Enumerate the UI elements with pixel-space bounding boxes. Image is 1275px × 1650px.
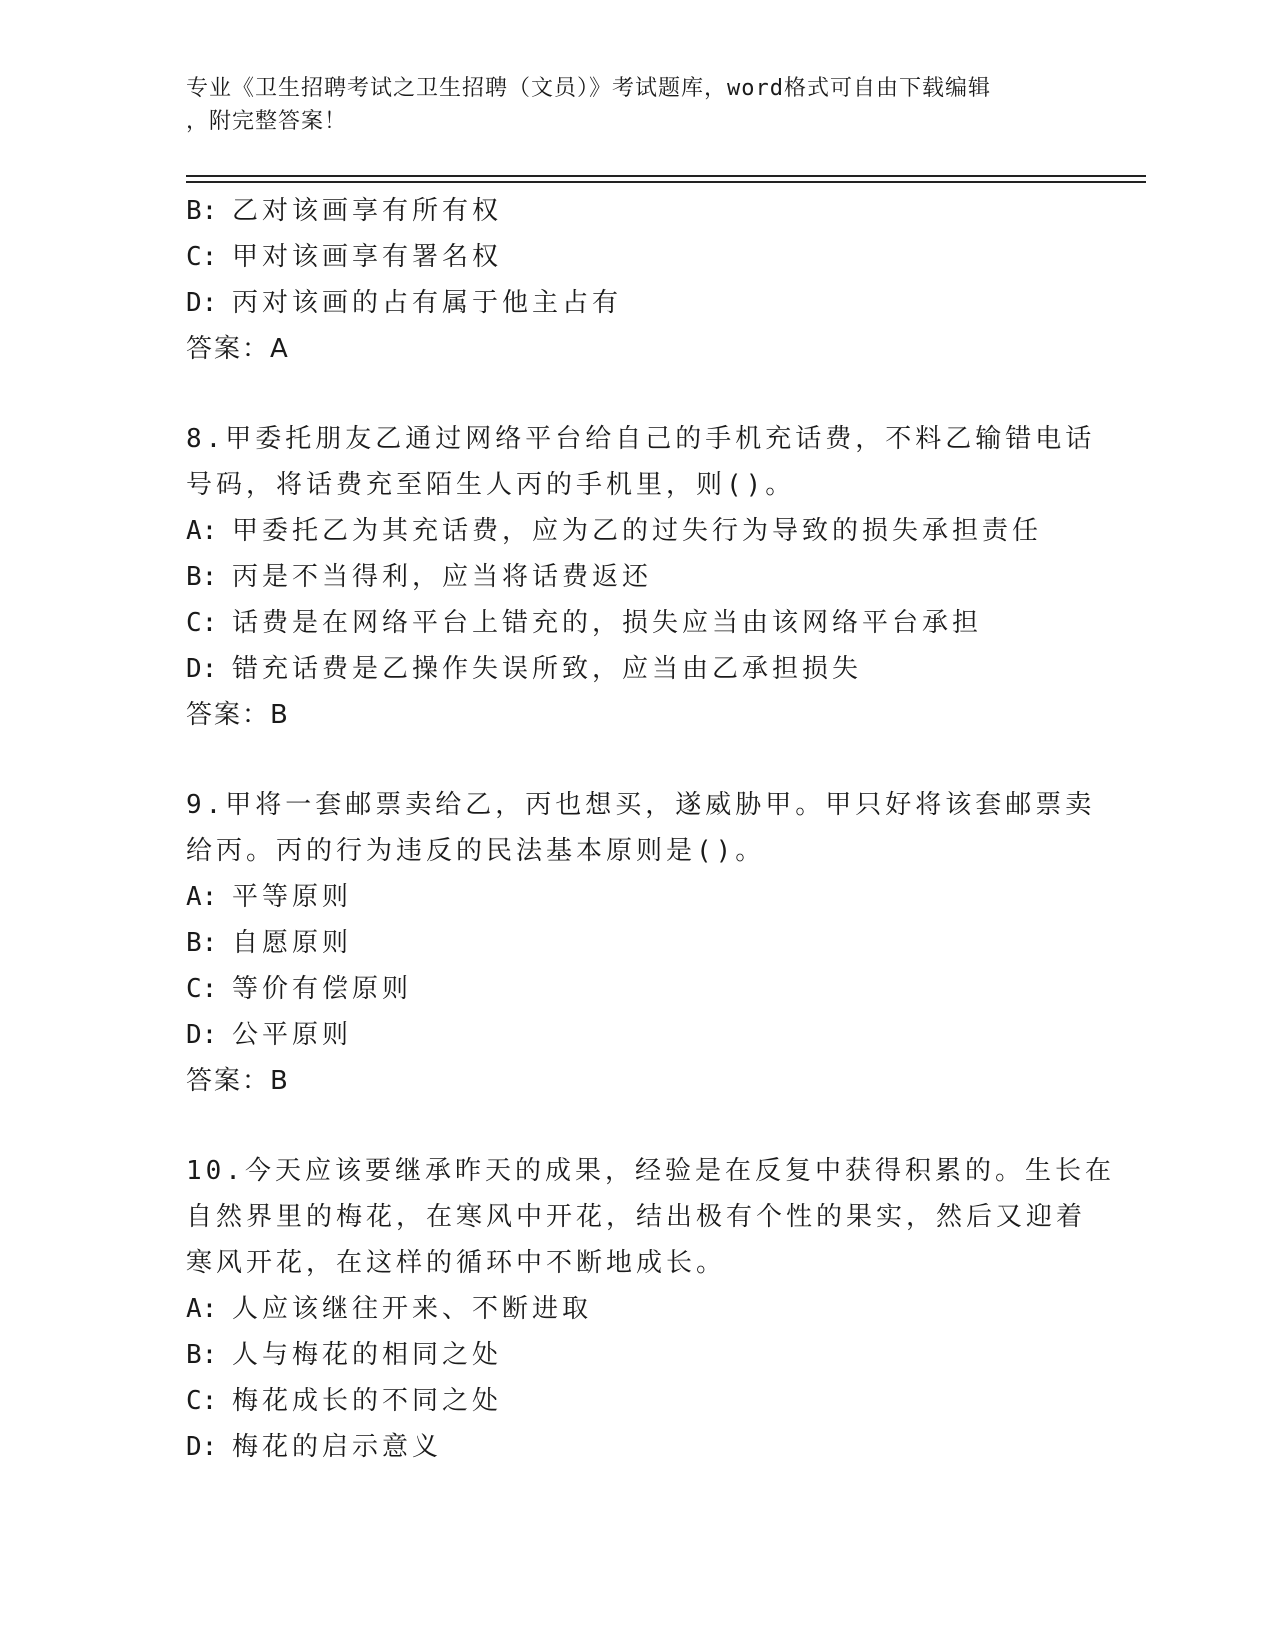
option-text: 丙是不当得利，应当将话费返还 [232,562,653,592]
question-text-line: 号码，将话费充至陌生人丙的手机里，则()。 [186,470,796,500]
option-text: 乙对该画享有所有权 [232,196,503,226]
option-key: A: [186,516,218,546]
option-c [186,966,1086,1012]
option-a [186,508,1086,554]
question-text-line: 9.甲将一套邮票卖给乙，丙也想买，遂威胁甲。甲只好将该套邮票卖 [186,790,1096,820]
question-text-line: 10.今天应该要继承昨天的成果，经验是在反复中获得积累的。生长在 [186,1156,1115,1186]
question-text-line: 寒风开花，在这样的循环中不断地成长。 [186,1248,727,1278]
question-fragment [186,188,1086,372]
document-header [186,72,1066,138]
answer-line: 答案：B [186,700,290,730]
option-key: B: [186,196,218,226]
header-line-1: 专业《卫生招聘考试之卫生招聘（文员）》考试题库，word格式可自由下载编辑 [186,76,991,101]
option-text: 甲对该画享有署名权 [232,242,503,272]
option-d [186,1424,1086,1470]
option-text: 梅花成长的不同之处 [232,1386,503,1416]
option-c [186,1378,1086,1424]
option-b [186,920,1086,966]
option-text: 自愿原则 [232,928,353,958]
question-9 [186,782,1096,1104]
spacer [186,372,1086,416]
question-text-line: 8.甲委托朋友乙通过网络平台给自己的手机充话费，不料乙输错电话 [186,424,1096,454]
option-text: 错充话费是乙操作失误所致，应当由乙承担损失 [232,654,863,684]
option-text: 梅花的启示意义 [232,1432,443,1462]
header-divider-top [186,175,1146,177]
option-b [186,188,1086,234]
option-b [186,1332,1086,1378]
question-8 [186,416,1096,738]
spacer [186,1104,1086,1148]
option-key: D: [186,1432,218,1462]
option-key: C: [186,974,218,1004]
option-text: 人与梅花的相同之处 [232,1340,503,1370]
option-key: D: [186,288,218,318]
option-d [186,280,1086,326]
option-text: 人应该继往开来、不断进取 [232,1294,593,1324]
option-key: C: [186,608,218,638]
option-text: 丙对该画的占有属于他主占有 [232,288,623,318]
option-text: 公平原则 [232,1020,353,1050]
option-key: C: [186,242,218,272]
option-text: 甲委托乙为其充话费，应为乙的过失行为导致的损失承担责任 [232,516,1043,546]
option-key: A: [186,882,218,912]
option-b [186,554,1086,600]
header-divider-bottom [186,181,1146,183]
option-key: B: [186,928,218,958]
option-text: 等价有偿原则 [232,974,413,1004]
option-c [186,600,1086,646]
option-key: D: [186,654,218,684]
option-a [186,874,1086,920]
answer-line: 答案：A [186,334,290,364]
question-10 [186,1148,1115,1470]
option-key: B: [186,1340,218,1370]
option-key: D: [186,1020,218,1050]
option-a [186,1286,1086,1332]
option-text: 平等原则 [232,882,353,912]
question-text-line: 自然界里的梅花，在寒风中开花，结出极有个性的果实，然后又迎着 [186,1202,1087,1232]
option-key: C: [186,1386,218,1416]
option-key: B: [186,562,218,592]
option-d [186,646,1086,692]
answer-line: 答案：B [186,1066,290,1096]
option-text: 话费是在网络平台上错充的，损失应当由该网络平台承担 [232,608,983,638]
option-key: A: [186,1294,218,1324]
spacer [186,738,1086,782]
document-body [186,188,1115,1470]
option-c [186,234,1086,280]
header-line-2: ，附完整答案！ [186,109,348,134]
option-d [186,1012,1086,1058]
question-text-line: 给丙。丙的行为违反的民法基本原则是()。 [186,836,766,866]
